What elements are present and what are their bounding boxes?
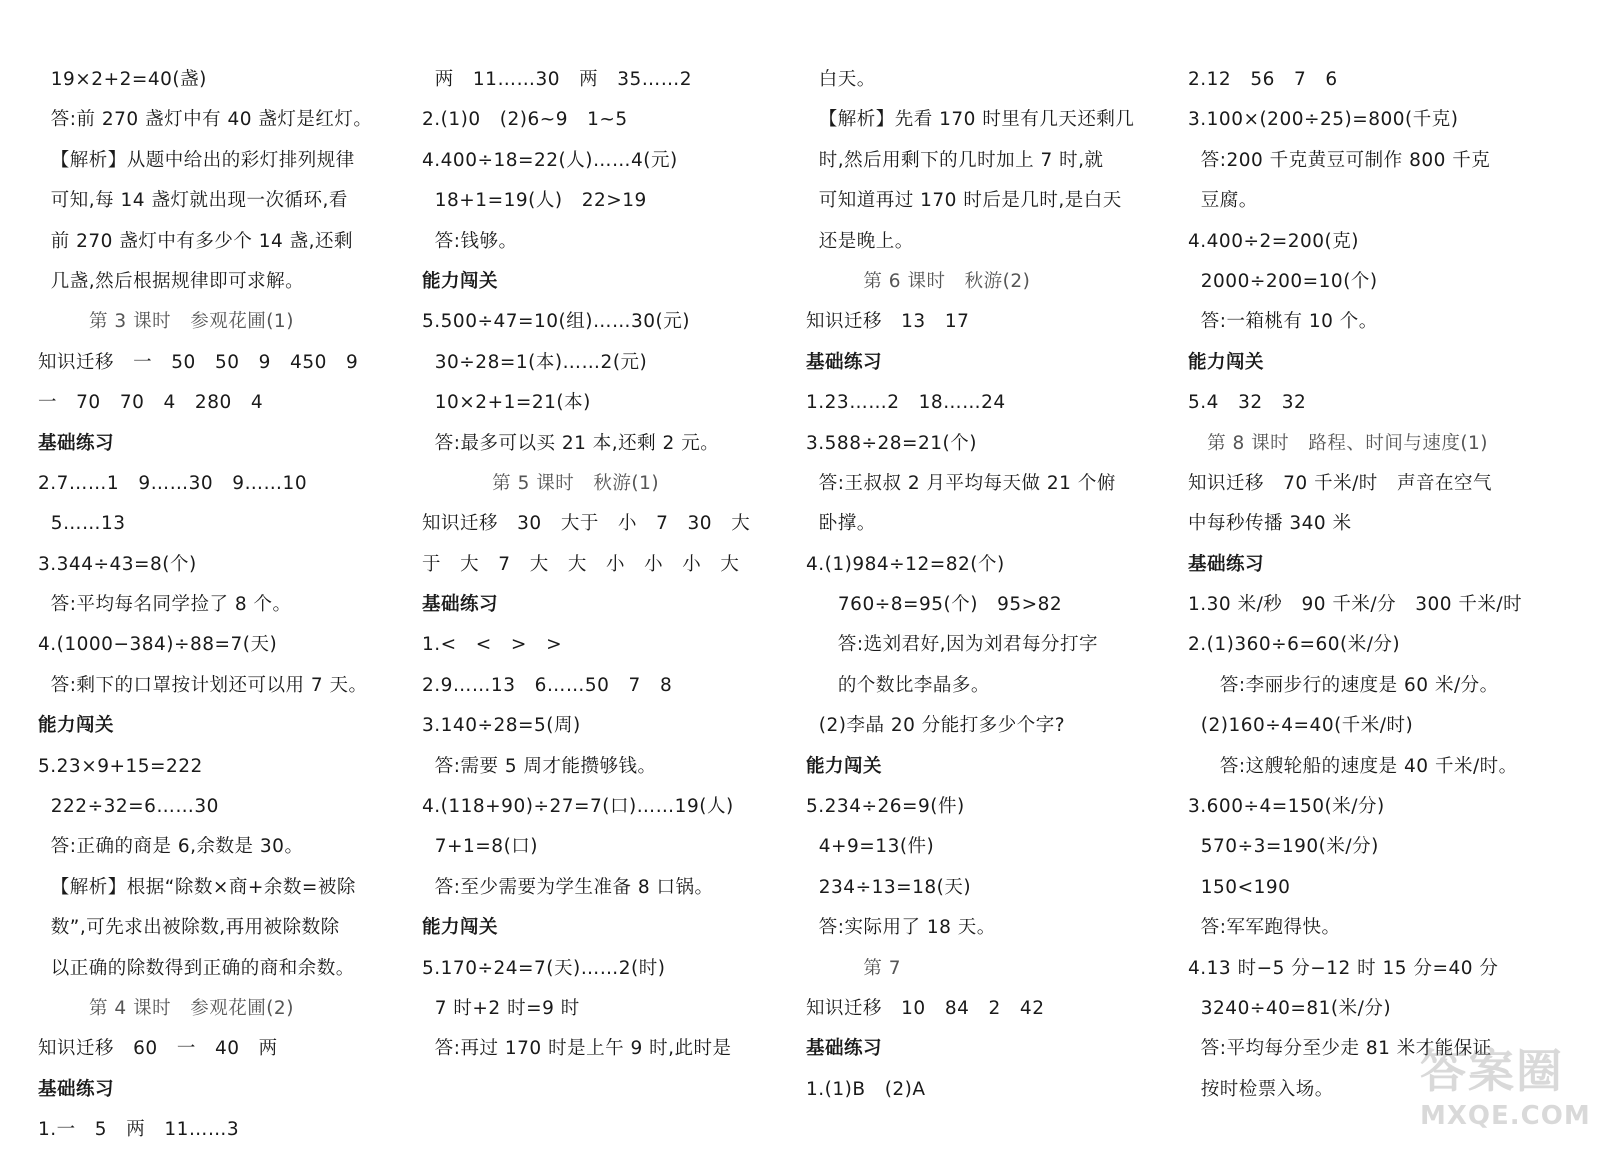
answer-line: 知识迁移 一 50 50 9 450 9 [38,351,359,373]
section-label: 基础练习 [806,351,883,373]
answer-line: 10×2+1=21(本) [422,392,591,414]
answer-line: 1.30 米/秒 90 千米/分 300 千米/时 [1188,594,1523,616]
answer-line: 1.(1)B (2)A [806,1078,926,1100]
answer-line: 一 70 70 4 280 4 [38,392,264,414]
answer-line: 答:至少需要为学生准备 8 口锅。 [422,876,714,898]
answer-line: 2.(1)0 (2)6~9 1~5 [422,109,628,131]
answer-line: 234÷13=18(天) [806,876,972,898]
answer-line: 知识迁移 60 一 40 两 [38,1038,278,1060]
answer-line: 3.588÷28=21(个) [806,432,977,454]
answer-line: 3.344÷43=8(个) [38,553,197,575]
answer-line: 答:平均每名同学捡了 8 个。 [38,594,292,616]
answer-line: (2)160÷4=40(千米/时) [1188,715,1414,737]
answer-line: 知识迁移 13 17 [806,311,970,333]
answer-line: 答:李丽步行的速度是 60 米/分。 [1188,674,1499,696]
answer-line: 答:最多可以买 21 本,还剩 2 元。 [422,432,720,454]
answer-line: 答:实际用了 18 天。 [806,917,996,939]
answer-column-1 [38,60,408,1151]
answer-line: 4.400÷18=22(人)……4(元) [422,149,678,171]
answer-line: 150<190 [1188,876,1291,898]
answer-line: 2.9……13 6……50 7 8 [422,674,673,696]
section-label: 基础练习 [38,432,115,454]
answer-line: 19×2+2=40(盏) [38,69,207,90]
section-label: 能力闯关 [422,917,499,939]
answer-line: 可知道再过 170 时后是几时,是白天 [806,190,1122,212]
answer-column-4 [1188,60,1558,1110]
answer-line: 7 时+2 时=9 时 [422,997,580,1019]
answer-line: 卧撑。 [806,513,876,535]
answer-line: 4+9=13(件) [806,836,935,858]
section-label: 基础练习 [806,1038,883,1060]
answer-line: 中每秒传播 340 米 [1188,513,1352,535]
answer-line: 知识迁移 70 千米/时 声音在空气 [1188,472,1492,494]
section-label: 能力闯关 [422,270,499,292]
section-label: 基础练习 [1188,553,1265,575]
answer-line: 答:王叔叔 2 月平均每天做 21 个俯 [806,472,1116,494]
answer-line: 的个数比李晶多。 [806,674,990,696]
answer-line: 答:平均每分至少走 81 米才能保证 [1188,1038,1492,1060]
answer-line: 3240÷40=81(米/分) [1188,997,1392,1019]
answer-line: 3.100×(200÷25)=800(千克) [1188,109,1459,131]
answer-line: 3.600÷4=150(米/分) [1188,796,1385,818]
answer-column-2 [422,60,792,1070]
answer-line: 4.400÷2=200(克) [1188,230,1359,252]
answer-line: 答:再过 170 时是上午 9 时,此时是 [422,1038,732,1060]
answer-line: 7+1=8(口) [422,836,539,858]
answer-line: 数”,可先求出被除数,再用被除数除 [38,917,340,939]
answer-line: 4.(118+90)÷27=7(口)……19(人) [422,796,734,818]
answer-line: 答:钱够。 [422,230,518,252]
lesson-heading: 第 7 [806,957,902,979]
answer-line: 222÷32=6……30 [38,796,219,818]
section-label: 能力闯关 [806,755,883,777]
answer-line: 5……13 [38,513,126,535]
answer-line: 豆腐。 [1188,190,1258,212]
watermark-top-text: 答案圈 [1420,1044,1564,1098]
answer-line: 2.7……1 9……30 9……10 [38,472,308,494]
answer-line: 按时检票入场。 [1188,1078,1334,1100]
answer-line: 答:一箱桃有 10 个。 [1188,311,1378,333]
lesson-heading: 第 5 课时 秋游(1) [422,472,660,494]
answer-line: 时,然后用剩下的几时加上 7 时,就 [806,149,1104,171]
answer-line: 1.< < > > [422,634,563,656]
answer-column-3 [806,60,1176,1110]
answer-line: 5.23×9+15=222 [38,755,203,777]
answer-line: 【解析】根据“除数×商+余数=被除 [38,876,356,898]
answer-line: 答:正确的商是 6,余数是 30。 [38,836,304,858]
answer-line: 知识迁移 30 大于 小 7 30 大 [422,513,751,535]
answer-line: 【解析】从题中给出的彩灯排列规律 [38,149,355,171]
answer-line: 答:这艘轮船的速度是 40 千米/时。 [1188,755,1518,777]
answer-line: 570÷3=190(米/分) [1188,836,1379,858]
answer-line: 于 大 7 大 大 小 小 小 大 [422,553,740,575]
answer-line: 白天。 [806,69,876,90]
answer-line: 答:前 270 盏灯中有 40 盏灯是红灯。 [38,109,373,131]
lesson-heading: 第 6 课时 秋游(2) [806,270,1031,292]
answer-line: 知识迁移 10 84 2 42 [806,997,1045,1019]
answer-line: 3.140÷28=5(周) [422,715,581,737]
answer-line: 18+1=19(人) 22>19 [422,190,647,212]
answer-line: 5.170÷24=7(天)……2(时) [422,957,666,979]
lesson-heading: 第 8 课时 路程、时间与速度(1) [1188,432,1489,454]
answer-line: 4.13 时−5 分−12 时 15 分=40 分 [1188,957,1499,979]
answer-line: 答:200 千克黄豆可制作 800 千克 [1188,149,1491,171]
section-label: 基础练习 [422,594,499,616]
answer-line: 1.23……2 18……24 [806,392,1006,414]
answer-line: 5.234÷26=9(件) [806,796,965,818]
section-label: 能力闯关 [38,715,115,737]
answer-line: 1.一 5 两 11……3 [38,1119,240,1141]
answer-line: 前 270 盏灯中有多少个 14 盏,还剩 [38,230,354,252]
answer-line: 两 11……30 两 35……2 [422,69,693,90]
watermark-bottom-text: MXQE.COM [1420,1101,1591,1131]
answer-line: 答:军军跑得快。 [1188,917,1341,939]
answer-line: 2.12 56 7 6 [1188,69,1338,90]
answer-line: 答:选刘君好,因为刘君每分打字 [806,634,1099,656]
lesson-heading: 第 4 课时 参观花圃(2) [38,997,294,1019]
answer-line: 答:剩下的口罩按计划还可以用 7 天。 [38,674,368,696]
lesson-heading: 第 3 课时 参观花圃(1) [38,311,294,333]
section-label: 能力闯关 [1188,351,1265,373]
answer-line: 30÷28=1(本)……2(元) [422,351,648,373]
section-label: 基础练习 [38,1078,115,1100]
answer-line: 还是晚上。 [806,230,914,252]
answer-line: 760÷8=95(个) 95>82 [806,594,1063,616]
answer-line: 5.4 32 32 [1188,392,1307,414]
answer-line: 2000÷200=10(个) [1188,270,1378,292]
answer-line: 答:需要 5 周才能攒够钱。 [422,755,657,777]
answer-line: 以正确的除数得到正确的商和余数。 [38,957,355,979]
answer-line: 4.(1000−384)÷88=7(天) [38,634,278,656]
answer-line: 【解析】先看 170 时里有几天还剩几 [806,109,1135,131]
answer-line: 2.(1)360÷6=60(米/分) [1188,634,1401,656]
answer-line: 4.(1)984÷12=82(个) [806,553,1005,575]
answer-line: (2)李晶 20 分能打多少个字? [806,715,1066,737]
answer-line: 5.500÷47=10(组)……30(元) [422,311,690,333]
answer-line: 几盏,然后根据规律即可求解。 [38,270,305,292]
answer-line: 可知,每 14 盏灯就出现一次循环,看 [38,190,348,212]
